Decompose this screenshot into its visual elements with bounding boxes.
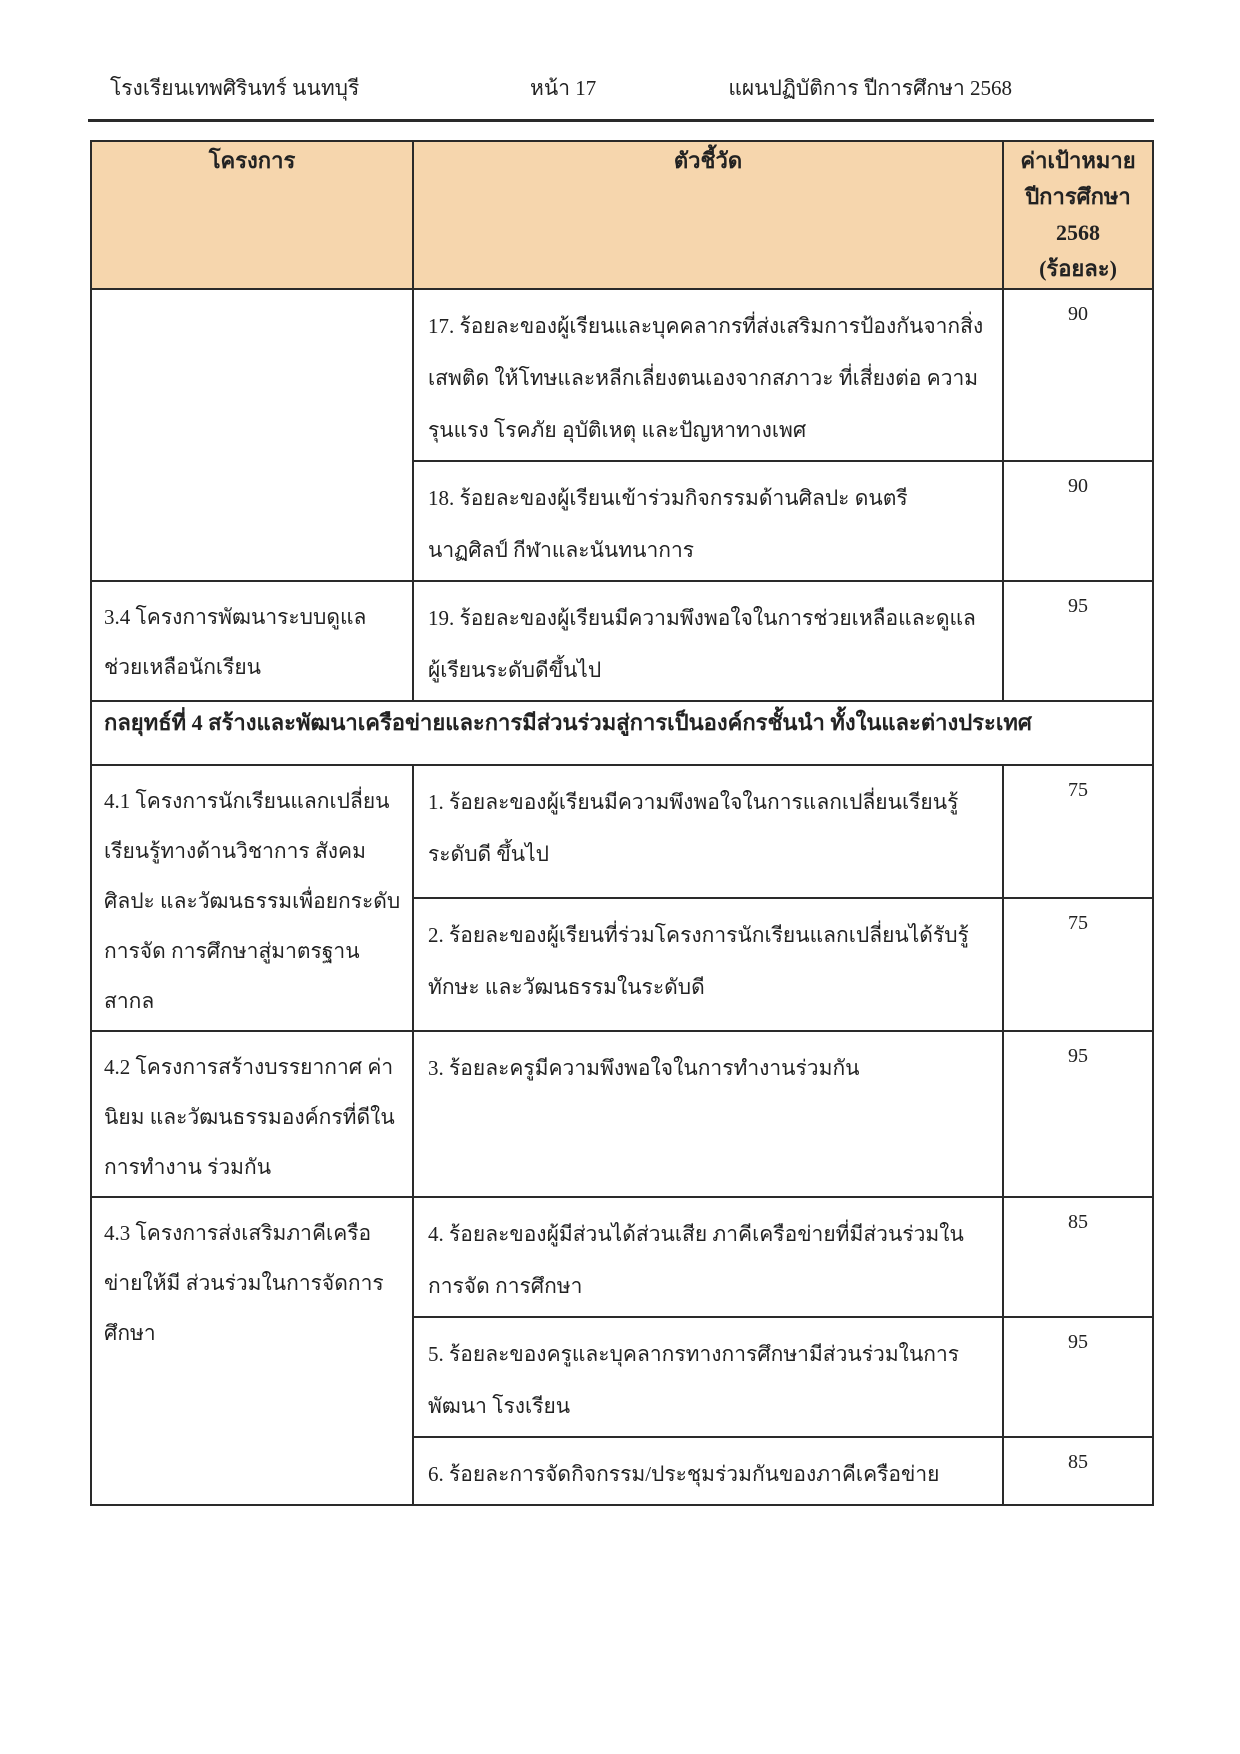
header-divider [88,119,1154,122]
target-cell-3: 95 [1003,1031,1153,1197]
document-title: แผนปฏิบัติการ ปีการศึกษา 2568 [728,76,1012,100]
indicator-cell-5: 5. ร้อยละของครูและบุคลากรทางการศึกษามีส่วนร่วมในการพัฒนา โรงเรียน [413,1317,1003,1437]
target-cell-2: 75 [1003,898,1153,1031]
target-header-line1: ค่าเป้าหมาย [1020,148,1136,173]
indicator-cell-19: 19. ร้อยละของผู้เรียนมีความพึงพอใจในการช่วยเหลือและดูแล ผู้เรียนระดับดีขึ้นไป [413,581,1003,701]
strategy-row [91,701,1153,765]
project-cell-4-1: 4.1 โครงการนักเรียนแลกเปลี่ยน เรียนรู้ทางด้านวิชาการ สังคม ศิลปะ และวัฒนธรรมเพื่อยกระดับการจัด การศึกษาสู่มาตรฐานสากล [91,765,413,1031]
table-row [91,1197,1153,1317]
table-row [91,581,1153,701]
target-cell-4: 85 [1003,1197,1153,1317]
school-name: โรงเรียนเทพศิรินทร์ นนทบุรี [110,76,360,100]
table-row [91,1031,1153,1197]
column-header-target [1003,141,1153,289]
target-cell-19: 95 [1003,581,1153,701]
indicator-cell-1: 1. ร้อยละของผู้เรียนมีความพึงพอใจในการแลกเปลี่ยนเรียนรู้ระดับดี ขึ้นไป [413,765,1003,898]
indicator-cell-2: 2. ร้อยละของผู้เรียนที่ร่วมโครงการนักเรียนแลกเปลี่ยนได้รับรู้ทักษะ และวัฒนธรรมในระดับดี [413,898,1003,1031]
indicator-cell-4: 4. ร้อยละของผู้มีส่วนได้ส่วนเสีย ภาคีเครือข่ายที่มีส่วนร่วมในการจัด การศึกษา [413,1197,1003,1317]
indicator-cell-18: 18. ร้อยละของผู้เรียนเข้าร่วมกิจกรรมด้านศิลปะ ดนตรี นาฏศิลป์ กีฬาและนันทนาการ [413,461,1003,581]
indicator-cell-6: 6. ร้อยละการจัดกิจกรรม/ประชุมร่วมกันของภาคีเครือข่าย [413,1437,1003,1505]
project-cell-4-3: 4.3 โครงการส่งเสริมภาคีเครือข่ายให้มี ส่วนร่วมในการจัดการศึกษา [91,1197,413,1505]
target-cell-5: 95 [1003,1317,1153,1437]
project-cell-4-2: 4.2 โครงการสร้างบรรยากาศ ค่านิยม และวัฒนธรรมองค์กรที่ดีในการทำงาน ร่วมกัน [91,1031,413,1197]
page-header [90,68,1152,102]
target-cell-6: 85 [1003,1437,1153,1505]
project-cell-3-4: 3.4 โครงการพัฒนาระบบดูแล ช่วยเหลือนักเรียน [91,581,413,701]
target-header-line3: (ร้อยละ) [1039,256,1117,281]
target-cell-17: 90 [1003,289,1153,461]
table-header-row [91,141,1153,289]
page-number: หน้า 17 [530,76,597,100]
column-header-indicator: ตัวชี้วัด [413,141,1003,289]
column-header-project: โครงการ [91,141,413,289]
project-cell-continued [91,289,413,581]
indicator-cell-17: 17. ร้อยละของผู้เรียนและบุคคลากรที่ส่งเสริมการป้องกันจากสิ่งเสพติด ให้โทษและหลีกเลี่ยงตนเองจากสภาวะ ที่เสี่ยงต่อ ความรุนแรง โรคภัย อุบัติเหตุ และปัญหาทางเพศ [413,289,1003,461]
target-cell-1: 75 [1003,765,1153,898]
indicator-cell-3: 3. ร้อยละครูมีความพึงพอใจในการทำงานร่วมกัน [413,1031,1003,1197]
action-plan-table [90,140,1154,1506]
target-cell-18: 90 [1003,461,1153,581]
table-row [91,765,1153,898]
target-header-line2: ปีการศึกษา 2568 [1025,184,1131,245]
strategy-4-title: กลยุทธ์ที่ 4 สร้างและพัฒนาเครือข่ายและการมีส่วนร่วมสู่การเป็นองค์กรชั้นนำ ทั้งในและต่างประเทศ [91,701,1153,765]
table-row [91,289,1153,461]
